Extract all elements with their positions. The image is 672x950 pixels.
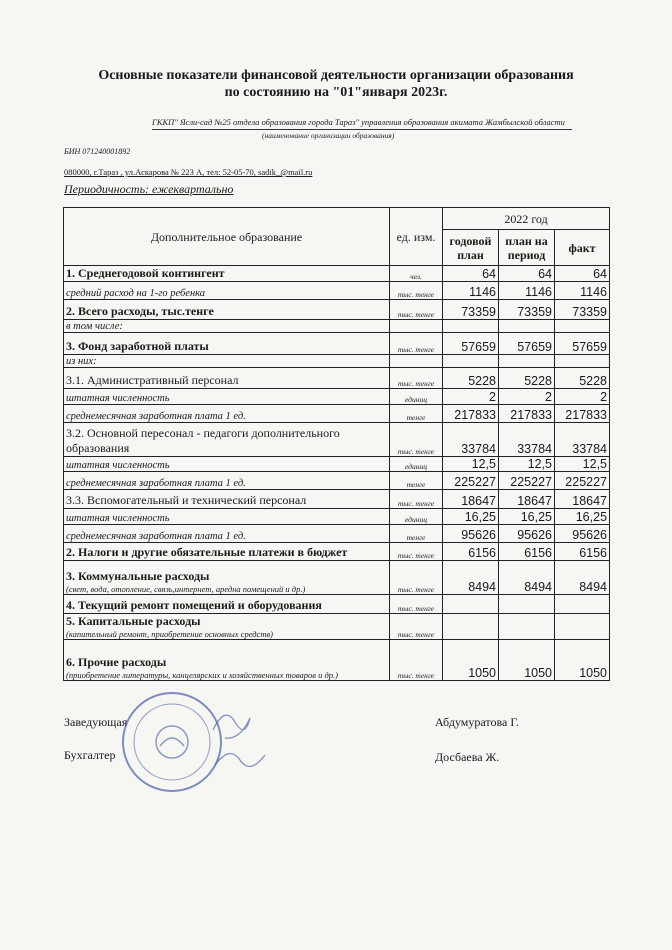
cell-period <box>499 614 555 640</box>
table-row <box>64 320 610 333</box>
row-unit: тенге <box>390 525 443 543</box>
table-row <box>64 266 610 282</box>
cell-period <box>499 355 555 368</box>
row-label-text: 2. Всего расходы, тыс.тенге <box>66 304 214 318</box>
row-label <box>64 525 390 543</box>
cell-period: 12,5 <box>499 457 555 472</box>
cell-fact: 73359 <box>555 300 610 320</box>
table-row <box>64 405 610 423</box>
row-unit <box>390 320 443 333</box>
cell-annual: 1050 <box>443 640 499 681</box>
cell-annual: 217833 <box>443 405 499 423</box>
table-row <box>64 543 610 561</box>
cell-annual <box>443 355 499 368</box>
signature-icon <box>205 700 275 780</box>
row-unit: тыс. тенге <box>390 595 443 614</box>
row-unit: тыс. тенге <box>390 543 443 561</box>
cell-fact: 12,5 <box>555 457 610 472</box>
accountant-role: Бухгалтер <box>64 748 116 762</box>
row-label <box>64 368 390 389</box>
row-sublabel: (свет, вода, отопление, связь,интернет, аредна помещений и др.) <box>66 584 306 594</box>
address: 080000, г.Тараз , ул.Аскарова № 223 А, тел: 52-05-70, sadik_@mail.ru <box>64 167 313 177</box>
table-row <box>64 300 610 320</box>
bin-number: БИН 071240001892 <box>64 147 131 156</box>
table-row <box>64 333 610 355</box>
row-label <box>64 423 390 457</box>
header-fact: факт <box>555 230 610 266</box>
cell-annual: 5228 <box>443 368 499 389</box>
cell-fact <box>555 614 610 640</box>
header-year: 2022 год <box>443 208 610 230</box>
cell-annual: 95626 <box>443 525 499 543</box>
row-label-text: 5. Капитальные расходы <box>66 614 201 628</box>
row-unit: тыс. тенге <box>390 490 443 509</box>
row-label-text: 3. Коммунальные расходы <box>66 569 210 583</box>
table-row <box>64 423 610 457</box>
row-label-text: 3. Фонд заработной платы <box>66 339 209 353</box>
cell-annual: 8494 <box>443 561 499 595</box>
row-label <box>64 300 390 320</box>
table-row <box>64 389 610 405</box>
org-caption: (наименование организации образования) <box>262 131 395 140</box>
cell-period: 225227 <box>499 472 555 490</box>
cell-fact: 57659 <box>555 333 610 355</box>
cell-period: 18647 <box>499 490 555 509</box>
row-unit: тыс. тенге <box>390 423 443 457</box>
cell-annual: 57659 <box>443 333 499 355</box>
cell-annual: 16,25 <box>443 509 499 525</box>
table-row <box>64 509 610 525</box>
cell-period: 8494 <box>499 561 555 595</box>
row-label-text: штатная численность <box>66 513 170 524</box>
cell-period: 217833 <box>499 405 555 423</box>
cell-annual <box>443 595 499 614</box>
row-label <box>64 509 390 525</box>
row-label-text: среднемесячная заработная плата 1 ед. <box>66 411 246 422</box>
cell-annual: 18647 <box>443 490 499 509</box>
financial-table <box>63 207 610 681</box>
cell-fact: 2 <box>555 389 610 405</box>
row-unit: единиц <box>390 509 443 525</box>
row-unit: чел. <box>390 266 443 282</box>
row-label <box>64 543 390 561</box>
cell-period: 16,25 <box>499 509 555 525</box>
row-unit: единиц <box>390 389 443 405</box>
accountant-name: Досбаева Ж. <box>435 750 500 764</box>
row-label <box>64 614 390 640</box>
cell-fact <box>555 355 610 368</box>
cell-period: 2 <box>499 389 555 405</box>
table-row <box>64 282 610 300</box>
cell-period: 73359 <box>499 300 555 320</box>
header-annual-plan: годовой план <box>443 230 499 266</box>
cell-period: 64 <box>499 266 555 282</box>
cell-fact: 1146 <box>555 282 610 300</box>
cell-fact: 16,25 <box>555 509 610 525</box>
cell-annual: 1146 <box>443 282 499 300</box>
row-unit: тыс. тенге <box>390 368 443 389</box>
table-row <box>64 472 610 490</box>
row-unit: тыс. тенге <box>390 333 443 355</box>
cell-period: 6156 <box>499 543 555 561</box>
row-label-text: 3.2. Основной пересонал - педагоги дополнительного образования <box>66 426 340 455</box>
org-name: ГККП" Ясли-сад №25 отдела образования города Тараз" управления образования акимата Жамбылской области <box>152 117 565 127</box>
cell-fact: 18647 <box>555 490 610 509</box>
cell-period <box>499 595 555 614</box>
table-row <box>64 525 610 543</box>
row-label-text: штатная численность <box>66 393 170 404</box>
row-label <box>64 595 390 614</box>
row-label-text: из них: <box>66 356 97 367</box>
cell-annual: 73359 <box>443 300 499 320</box>
row-label-text: 2. Налоги и другие обязательные платежи в бюджет <box>66 545 348 559</box>
row-unit: единиц <box>390 457 443 472</box>
cell-fact: 1050 <box>555 640 610 681</box>
table-row <box>64 368 610 389</box>
row-label-text: средний расход на 1-го ребенка <box>66 288 206 299</box>
row-label-text: в том числе: <box>66 321 123 332</box>
cell-fact: 217833 <box>555 405 610 423</box>
cell-annual <box>443 614 499 640</box>
row-label-text: 3.1. Административный персонал <box>66 373 239 387</box>
cell-fact: 64 <box>555 266 610 282</box>
cell-annual: 33784 <box>443 423 499 457</box>
cell-period: 95626 <box>499 525 555 543</box>
row-label-text: среднемесячная заработная плата 1 ед. <box>66 478 246 489</box>
row-unit: тыс. тенге <box>390 300 443 320</box>
header-col-education: Дополнительное образование <box>64 208 390 266</box>
row-label <box>64 355 390 368</box>
row-label <box>64 320 390 333</box>
row-label <box>64 266 390 282</box>
table-row <box>64 595 610 614</box>
row-unit: тыс. тенге <box>390 614 443 640</box>
periodicity: Периодичность: ежеквартально <box>64 182 234 196</box>
table-row <box>64 614 610 640</box>
row-label <box>64 282 390 300</box>
row-unit: тыс. тенге <box>390 640 443 681</box>
cell-period: 33784 <box>499 423 555 457</box>
cell-fact: 33784 <box>555 423 610 457</box>
cell-annual: 2 <box>443 389 499 405</box>
cell-fact: 8494 <box>555 561 610 595</box>
table-row <box>64 561 610 595</box>
org-underline <box>152 129 572 130</box>
cell-fact: 6156 <box>555 543 610 561</box>
doc-title-line2: по состоянию на "01"января 2023г. <box>224 85 448 100</box>
row-unit: тыс. тенге <box>390 282 443 300</box>
cell-fact: 5228 <box>555 368 610 389</box>
row-label-text: штатная численность <box>66 460 170 471</box>
row-label <box>64 640 390 681</box>
header-col-unit: ед. изм. <box>390 208 443 266</box>
row-label <box>64 490 390 509</box>
cell-fact: 225227 <box>555 472 610 490</box>
table-row <box>64 490 610 509</box>
header-period-plan: план на период <box>499 230 555 266</box>
row-label-text: 3.3. Вспомогательный и технический персонал <box>66 493 307 507</box>
row-label <box>64 457 390 472</box>
cell-period <box>499 320 555 333</box>
row-label <box>64 389 390 405</box>
cell-annual <box>443 320 499 333</box>
row-label <box>64 472 390 490</box>
cell-period: 57659 <box>499 333 555 355</box>
row-label-text: среднемесячная заработная плата 1 ед. <box>66 531 246 542</box>
cell-fact: 95626 <box>555 525 610 543</box>
cell-fact <box>555 595 610 614</box>
cell-annual: 225227 <box>443 472 499 490</box>
row-label-text: 4. Текущий ремонт помещений и оборудования <box>66 598 322 612</box>
row-sublabel: (капительный ремонт, приобретение основных средств) <box>66 629 273 639</box>
row-label <box>64 333 390 355</box>
table-row <box>64 355 610 368</box>
cell-period: 1146 <box>499 282 555 300</box>
cell-period: 5228 <box>499 368 555 389</box>
head-role: Заведующая <box>64 715 128 729</box>
row-label-text: 6. Прочие расходы <box>66 655 167 669</box>
cell-annual: 12,5 <box>443 457 499 472</box>
table-row <box>64 640 610 681</box>
head-name: Абдумуратова Г. <box>435 715 519 729</box>
row-unit: тенге <box>390 472 443 490</box>
cell-annual: 64 <box>443 266 499 282</box>
table-row <box>64 457 610 472</box>
cell-period: 1050 <box>499 640 555 681</box>
row-sublabel: (приобретение литературы, канцелярских и хозяйственных товаров и др.) <box>66 670 338 680</box>
row-label <box>64 405 390 423</box>
row-unit: тенге <box>390 405 443 423</box>
row-unit: тыс. тенге <box>390 561 443 595</box>
row-unit <box>390 355 443 368</box>
row-label <box>64 561 390 595</box>
cell-annual: 6156 <box>443 543 499 561</box>
doc-title-line1: Основные показатели финансовой деятельности организации образования <box>98 68 574 83</box>
cell-fact <box>555 320 610 333</box>
row-label-text: 1. Среднегодовой контингент <box>66 266 225 280</box>
